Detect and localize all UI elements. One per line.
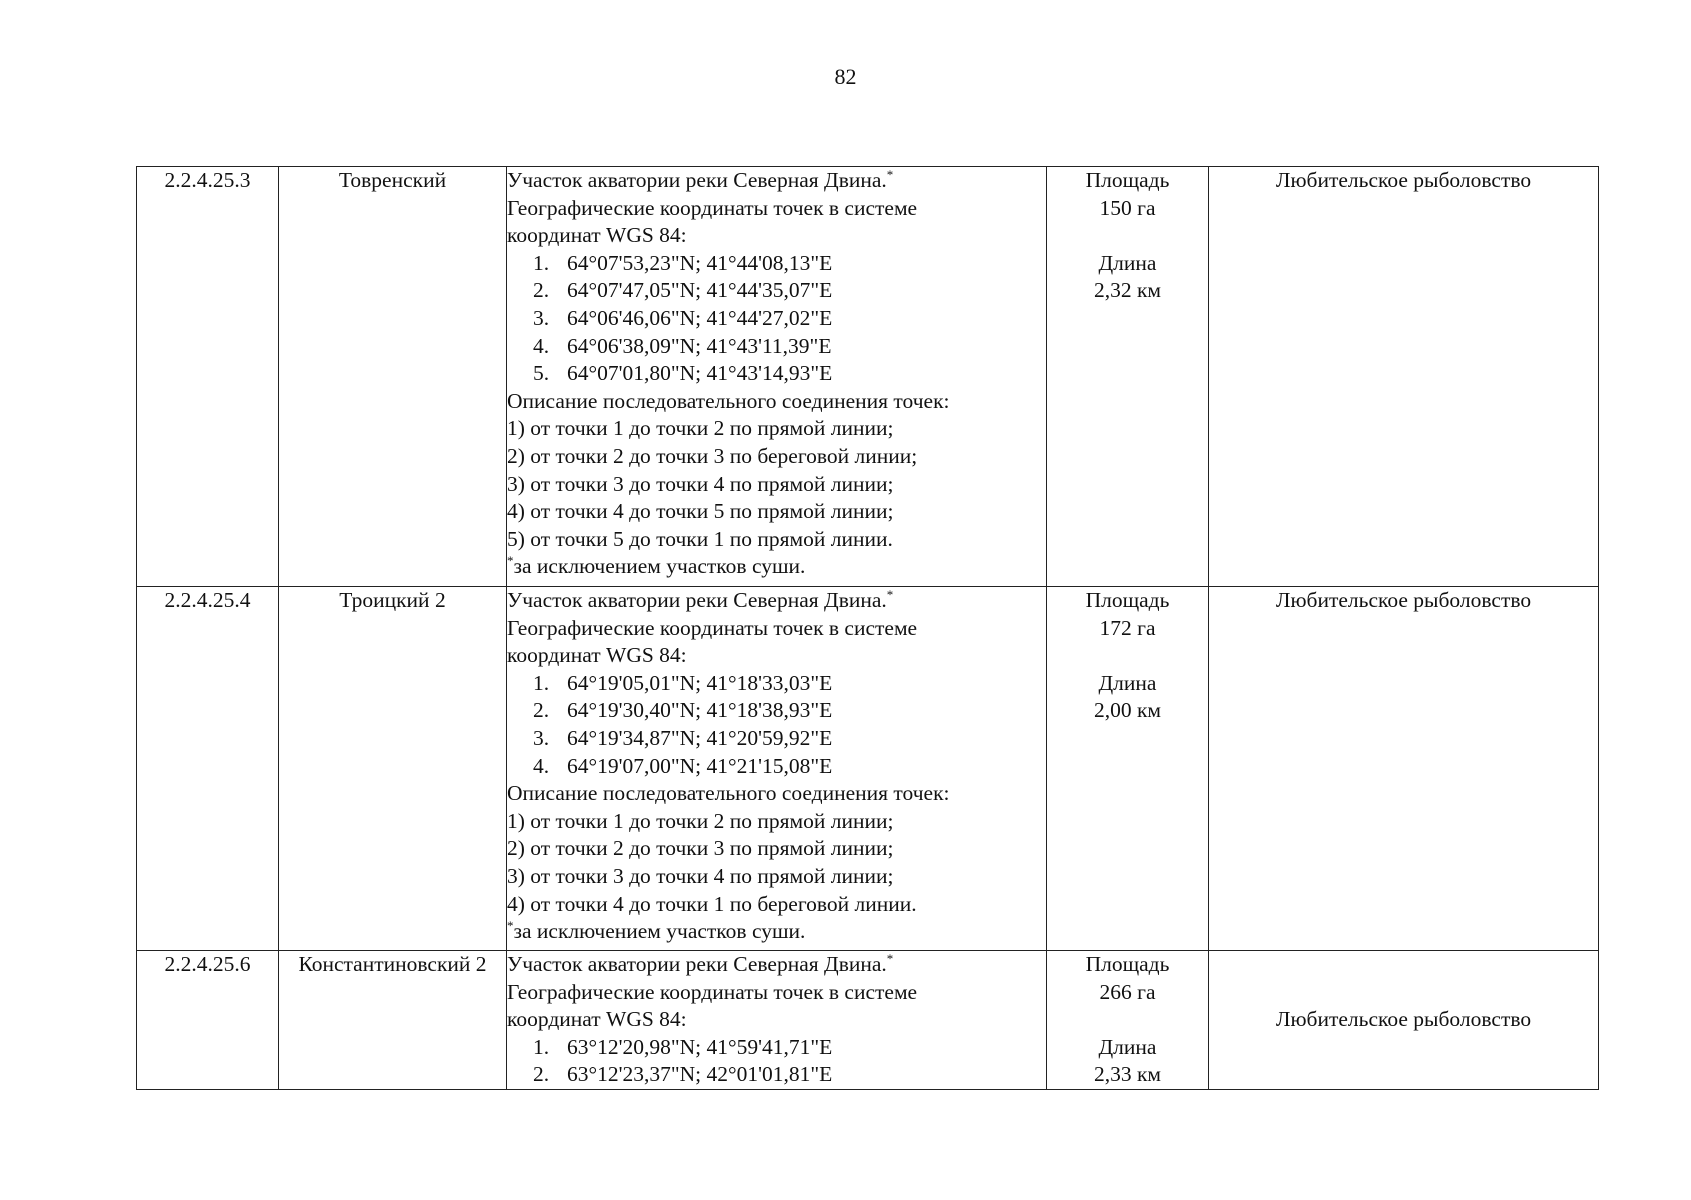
connection-step: 1) от точки 1 до точки 2 по прямой линии; [507, 808, 894, 833]
desc-title: Участок акватории реки Северная Двина.* [507, 951, 894, 976]
area-name: Троицкий 2 [279, 587, 507, 951]
connection-title: Описание последовательного соединения точек: [507, 388, 950, 413]
length-value: 2,00 км [1093, 698, 1162, 723]
connection-step: 5) от точки 5 до точки 1 по прямой линии. [507, 526, 893, 551]
desc-title: Участок акватории реки Северная Двина.* [507, 167, 894, 192]
coords-intro: Географические координаты точек в системе [507, 615, 918, 640]
usage-type: Любительское рыболовство [1209, 587, 1599, 951]
area-description [507, 167, 1047, 587]
length-label: Длина [1098, 670, 1157, 695]
fishing-areas-table [136, 166, 1599, 1090]
area-value: 266 га [1099, 979, 1156, 1004]
coords-intro: Географические координаты точек в системе [507, 195, 918, 220]
coordinate-point: 4. 64°19'07,00"N; 41°21'15,08"E [533, 753, 833, 778]
area-code: 2.2.4.25.4 [137, 587, 279, 951]
connection-step: 3) от точки 3 до точки 4 по прямой линии; [507, 863, 894, 888]
coordinate-point: 2. 64°19'30,40"N; 41°18'38,93"E [533, 698, 833, 723]
table-row [137, 167, 1599, 587]
coords-intro: координат WGS 84: [507, 223, 687, 248]
connection-step: 2) от точки 2 до точки 3 по прямой линии; [507, 836, 894, 861]
length-label: Длина [1098, 250, 1157, 275]
area-params [1047, 167, 1209, 587]
coordinate-point: 4. 64°06'38,09"N; 41°43'11,39"E [533, 333, 832, 358]
coords-intro: Географические координаты точек в системе [507, 979, 918, 1004]
connection-step: 4) от точки 4 до точки 5 по прямой линии; [507, 499, 894, 524]
area-name: Товренский [279, 167, 507, 587]
area-description [507, 587, 1047, 951]
area-code: 2.2.4.25.6 [137, 951, 279, 1090]
area-params [1047, 951, 1209, 1090]
coordinate-point: 2. 63°12'23,37"N; 42°01'01,81"E [533, 1062, 833, 1087]
table-row [137, 587, 1599, 951]
footnote: *за исключением участков суши. [507, 553, 806, 579]
length-label: Длина [1098, 1034, 1157, 1059]
coordinate-point: 1. 64°07'53,23"N; 41°44'08,13"E [533, 250, 833, 275]
area-code: 2.2.4.25.3 [137, 167, 279, 587]
area-name: Константиновский 2 [279, 951, 507, 1090]
coordinate-point: 2. 64°07'47,05"N; 41°44'35,07"E [533, 278, 833, 303]
coords-intro: координат WGS 84: [507, 1007, 687, 1032]
table-row [137, 951, 1599, 1090]
area-value: 150 га [1099, 195, 1156, 220]
area-label: Площадь [1085, 952, 1170, 976]
connection-step: 1) от точки 1 до точки 2 по прямой линии; [507, 416, 894, 441]
coordinate-point: 1. 64°19'05,01"N; 41°18'33,03"E [533, 670, 833, 695]
coords-intro: координат WGS 84: [507, 643, 687, 668]
coordinate-point: 5. 64°07'01,80"N; 41°43'14,93"E [533, 361, 833, 386]
area-label: Площадь [1085, 588, 1170, 612]
connection-step: 3) от точки 3 до точки 4 по прямой линии; [507, 471, 894, 496]
area-value: 172 га [1099, 615, 1156, 640]
usage-type: Любительское рыболовство [1209, 951, 1599, 1090]
coordinate-point: 3. 64°19'34,87"N; 41°20'59,92"E [533, 725, 833, 750]
length-value: 2,33 км [1093, 1062, 1162, 1087]
usage-type: Любительское рыболовство [1209, 167, 1599, 587]
length-value: 2,32 км [1093, 278, 1162, 303]
connection-step: 2) от точки 2 до точки 3 по береговой линии; [507, 443, 918, 468]
connection-step: 4) от точки 4 до точки 1 по береговой линии. [507, 891, 917, 916]
area-label: Площадь [1085, 168, 1170, 192]
page-number: 82 [834, 64, 857, 89]
coordinate-point: 1. 63°12'20,98"N; 41°59'41,71"E [533, 1034, 833, 1059]
area-params [1047, 587, 1209, 951]
desc-title: Участок акватории реки Северная Двина.* [507, 587, 894, 612]
coordinate-point: 3. 64°06'46,06"N; 41°44'27,02"E [533, 305, 833, 330]
area-description [507, 951, 1047, 1090]
footnote: *за исключением участков суши. [507, 918, 806, 944]
connection-title: Описание последовательного соединения точек: [507, 781, 950, 806]
